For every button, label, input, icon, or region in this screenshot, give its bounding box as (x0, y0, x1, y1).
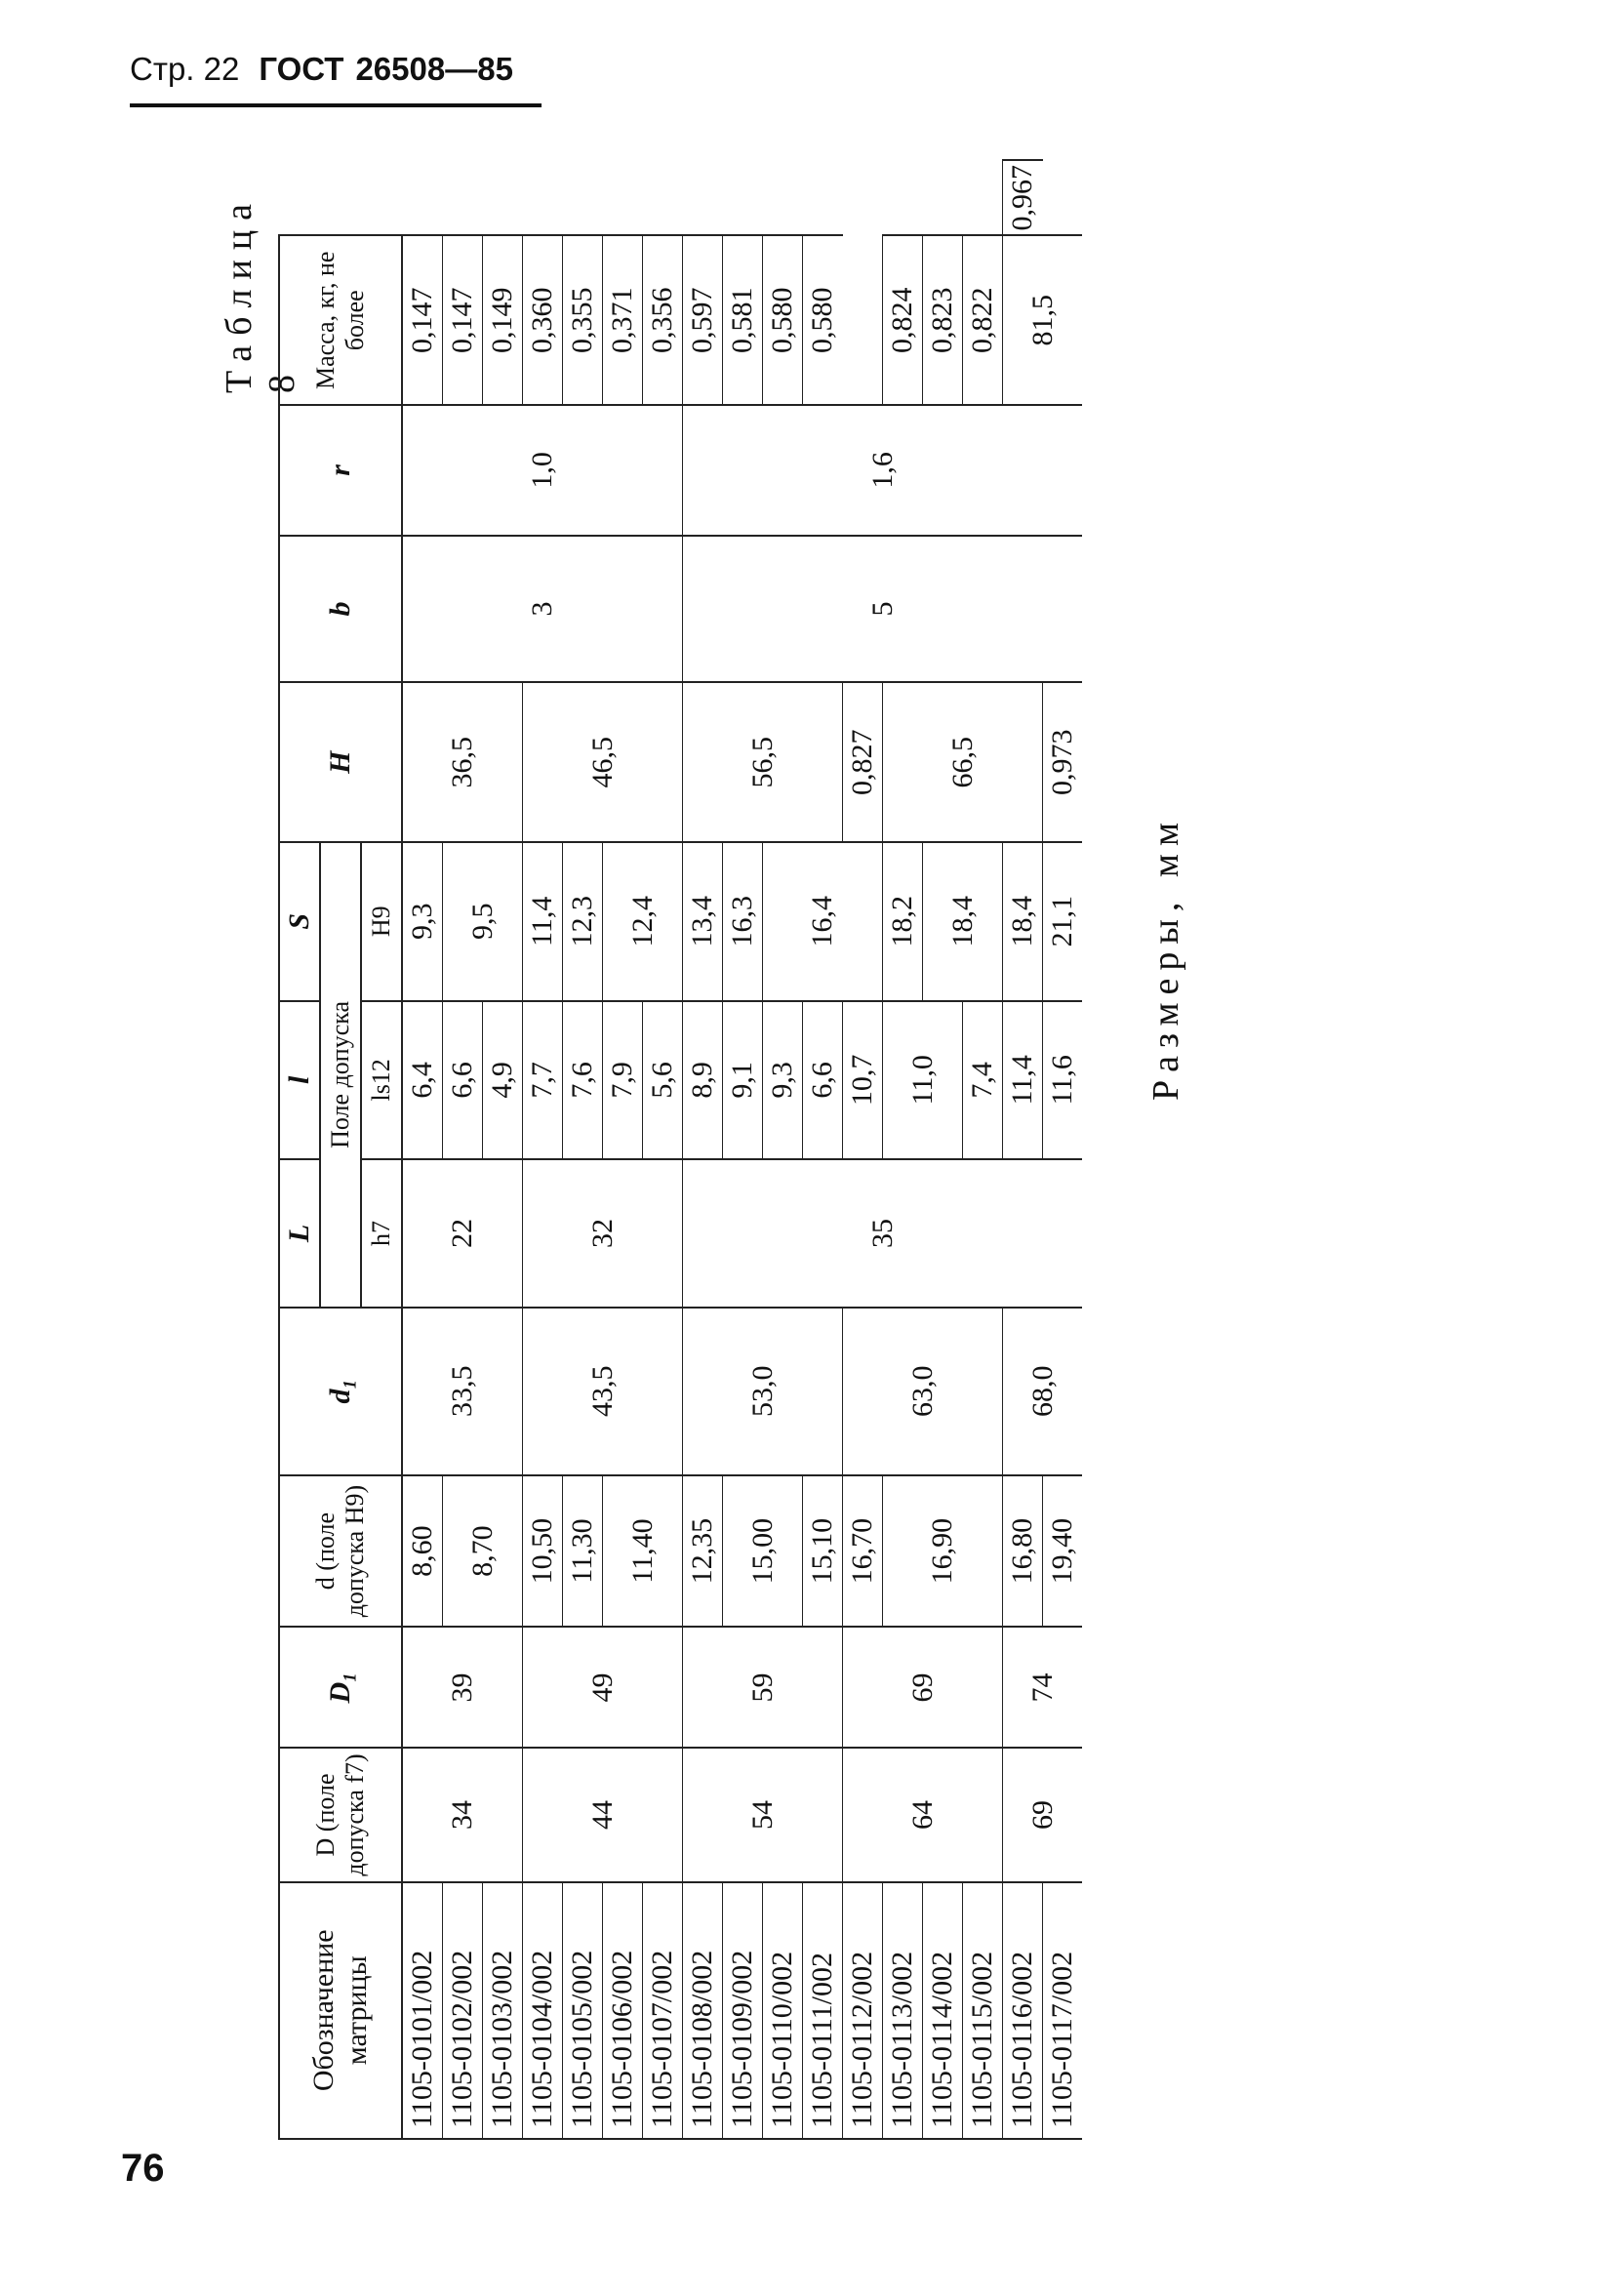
cell-H: 36,5 (402, 682, 523, 842)
col-d1: d₁ (279, 1308, 402, 1475)
cell-H: 66,5 (883, 682, 1043, 842)
cell-d: 8,70 (443, 1475, 523, 1628)
cell-D: 54 (683, 1748, 843, 1881)
cell-D: 69 (1003, 1748, 1083, 1881)
cell-l: 10,7 (843, 1001, 883, 1160)
cell-S: 16,4 (763, 842, 883, 1001)
col-H: H (279, 682, 402, 842)
col-L: L (279, 1159, 320, 1308)
cell-mass: 0,360 (523, 236, 563, 406)
cell-mass: 0,355 (563, 236, 603, 406)
cell-mass: 0,147 (443, 236, 483, 406)
cell-b: 3 (402, 536, 683, 683)
cell-d: 8,60 (402, 1475, 443, 1628)
cell-L: 32 (523, 1159, 683, 1308)
col-l: l (279, 1001, 320, 1160)
cell-l: 6,6 (803, 1001, 843, 1160)
cell-d: 19,40 (1043, 1475, 1083, 1628)
col-D: D (поле допуска f7) (279, 1748, 402, 1881)
cell-l: 6,4 (402, 1001, 443, 1160)
cell-designation: 1105-0107/002 (643, 1882, 683, 2139)
col-D1: D₁ (279, 1627, 402, 1748)
cell-designation: 1105-0105/002 (563, 1882, 603, 2139)
page-header (130, 51, 540, 109)
cell-D: 64 (843, 1748, 1003, 1881)
cell-designation: 1105-0109/002 (723, 1882, 763, 2139)
cell-d: 16,70 (843, 1475, 883, 1628)
cell-D1: 49 (523, 1627, 683, 1748)
cell-l: 11,4 (1003, 1001, 1043, 1160)
table-caption: Таблица 8 (219, 193, 302, 393)
cell-mass: 0,371 (603, 236, 643, 406)
cell-S: 21,1 (1043, 842, 1083, 1001)
cell-D: 34 (402, 1748, 523, 1881)
table-row (683, 160, 723, 2139)
cell-designation: 1105-0110/002 (763, 1882, 803, 2139)
cell-D1: 69 (843, 1627, 1003, 1748)
cell-l: 7,6 (563, 1001, 603, 1160)
cell-designation: 1105-0101/002 (402, 1882, 443, 2139)
col-mass: Масса, кг, не более (279, 236, 402, 406)
cell-mass: 0,823 (923, 236, 963, 406)
col-b: b (279, 536, 402, 683)
cell-l: 6,6 (443, 1001, 483, 1160)
cell-D1: 39 (402, 1627, 523, 1748)
cell-d: 15,10 (803, 1475, 843, 1628)
cell-l: 7,9 (603, 1001, 643, 1160)
cell-L: 22 (402, 1159, 523, 1308)
cell-L: 35 (683, 1159, 1083, 1308)
cell-mass: 0,580 (763, 236, 803, 406)
col-S: S (279, 842, 320, 1001)
cell-mass: 0,149 (483, 236, 523, 406)
cell-d1: 53,0 (683, 1308, 843, 1475)
cell-designation: 1105-0114/002 (923, 1882, 963, 2139)
cell-D: 44 (523, 1748, 683, 1881)
cell-designation: 1105-0117/002 (1043, 1882, 1083, 2139)
cell-l: 5,6 (643, 1001, 683, 1160)
cell-designation: 1105-0103/002 (483, 1882, 523, 2139)
cell-l: 9,3 (763, 1001, 803, 1160)
dimensions-table (278, 159, 1082, 2140)
standard-name: ГОСТ (259, 51, 344, 87)
cell-S: 18,4 (923, 842, 1003, 1001)
cell-designation: 1105-0111/002 (803, 1882, 843, 2139)
cell-l: 7,7 (523, 1001, 563, 1160)
cell-mass: 0,824 (883, 236, 923, 406)
cell-mass: 0,973 (1043, 682, 1083, 842)
tolerance-field-header: Поле допуска (320, 842, 361, 1308)
page-prefix: Стр. 22 (130, 51, 240, 87)
cell-mass: 0,581 (723, 236, 763, 406)
cell-l: 11,0 (883, 1001, 963, 1160)
cell-S: 16,3 (723, 842, 763, 1001)
cell-l: 9,1 (723, 1001, 763, 1160)
cell-D1: 59 (683, 1627, 843, 1748)
cell-mass: 0,822 (963, 236, 1003, 406)
cell-d1: 68,0 (1003, 1308, 1083, 1475)
cell-S: 11,4 (523, 842, 563, 1001)
cell-designation: 1105-0115/002 (963, 1882, 1003, 2139)
cell-designation: 1105-0102/002 (443, 1882, 483, 2139)
cell-S: 9,5 (443, 842, 523, 1001)
cell-d: 11,30 (563, 1475, 603, 1628)
col-designation: Обозначение матрицы (279, 1882, 402, 2139)
col-r: r (279, 405, 402, 536)
cell-H: 81,5 (1003, 236, 1083, 406)
cell-d1: 33,5 (402, 1308, 523, 1475)
cell-r: 1,6 (683, 405, 1083, 536)
cell-l: 11,6 (1043, 1001, 1083, 1160)
cell-S: 18,4 (1003, 842, 1043, 1001)
cell-mass: 0,147 (402, 236, 443, 406)
cell-mass: 0,827 (843, 682, 883, 842)
cell-S: 9,3 (402, 842, 443, 1001)
cell-S: 12,4 (603, 842, 683, 1001)
cell-d: 11,40 (603, 1475, 683, 1628)
cell-designation: 1105-0106/002 (603, 1882, 643, 2139)
cell-d: 16,80 (1003, 1475, 1043, 1628)
rotated-table-area (218, 159, 1447, 2140)
cell-designation: 1105-0116/002 (1003, 1882, 1043, 2139)
cell-b: 5 (683, 536, 1083, 683)
cell-d: 10,50 (523, 1475, 563, 1628)
cell-l: 8,9 (683, 1001, 723, 1160)
cell-l: 4,9 (483, 1001, 523, 1160)
cell-d: 15,00 (723, 1475, 803, 1628)
col-l-tolerance: ls12 (361, 1001, 402, 1160)
cell-r: 1,0 (402, 405, 683, 536)
cell-d1: 63,0 (843, 1308, 1003, 1475)
header-rule (130, 103, 542, 107)
cell-S: 18,2 (883, 842, 923, 1001)
cell-designation: 1105-0112/002 (843, 1882, 883, 2139)
table-row (402, 160, 443, 2139)
cell-l: 7,4 (963, 1001, 1003, 1160)
cell-d: 12,35 (683, 1475, 723, 1628)
col-d: d (поле допуска H9) (279, 1475, 402, 1628)
cell-S: 12,3 (563, 842, 603, 1001)
cell-mass: 0,597 (683, 236, 723, 406)
table-units: Размеры, мм (1145, 814, 1186, 1101)
cell-S: 13,4 (683, 842, 723, 1001)
cell-designation: 1105-0108/002 (683, 1882, 723, 2139)
col-L-tolerance: h7 (361, 1159, 402, 1308)
col-S-tolerance: H9 (361, 842, 402, 1001)
cell-D1: 74 (1003, 1627, 1083, 1748)
cell-d: 16,90 (883, 1475, 1003, 1628)
standard-number: 26508—85 (355, 51, 513, 87)
cell-designation: 1105-0113/002 (883, 1882, 923, 2139)
cell-H: 56,5 (683, 682, 843, 842)
cell-H: 46,5 (523, 682, 683, 842)
cell-d1: 43,5 (523, 1308, 683, 1475)
cell-mass: 0,967 (1003, 160, 1043, 236)
page-number: 76 (121, 2147, 165, 2190)
cell-designation: 1105-0104/002 (523, 1882, 563, 2139)
cell-mass: 0,356 (643, 236, 683, 406)
cell-mass: 0,580 (803, 236, 843, 406)
